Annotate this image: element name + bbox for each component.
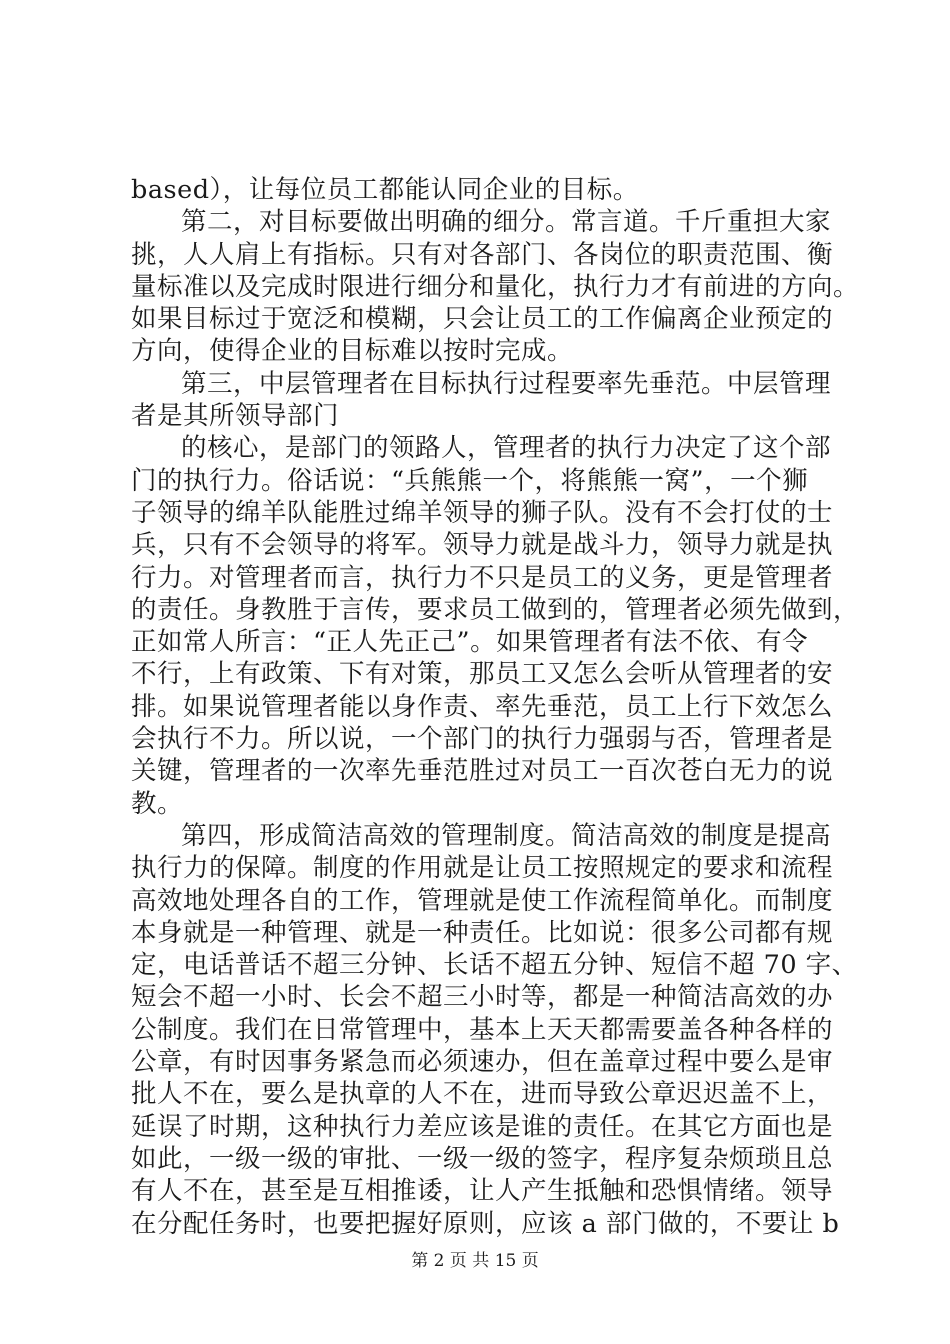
text-line: 方向，使得企业的目标难以按时完成。 (131, 336, 574, 367)
text-line: 会执行不力。所以说，一个部门的执行力强弱与否，管理者是 (131, 724, 834, 755)
text-line: 第二，对目标要做出明确的细分。常言道。千斤重担大家 (181, 207, 832, 238)
text-line: 公章，有时因事务紧急而必须速办，但在盖章过程中要么是审 (131, 1047, 834, 1078)
text-line: based），让每位员工都能认同企业的目标。 (131, 175, 639, 205)
text-line: 不行，上有政策、下有对策，那员工又怎么会听从管理者的安 (131, 659, 834, 690)
text-line: 教。 (131, 788, 184, 819)
text-line: 批人不在，要么是执章的人不在，进而导致公章迟迟盖不上， (131, 1079, 834, 1110)
text-line: 子领导的绵羊队能胜过绵羊领导的狮子队。没有不会打仗的士 (131, 497, 834, 528)
text-line: 者是其所领导部门 (131, 401, 340, 432)
text-line: 排。如果说管理者能以身作责、率先垂范，员工上行下效怎么 (131, 691, 834, 722)
text-line: 如果目标过于宽泛和模糊，只会让员工的工作偏离企业预定的 (131, 304, 834, 335)
text-line: 在分配任务时，也要把握好原则，应该 a 部门做的，不要让 b (131, 1208, 840, 1239)
text-line: 第四，形成简洁高效的管理制度。简洁高效的制度是提高 (181, 820, 832, 851)
text-line: 高效地处理各自的工作，管理就是使工作流程简单化。而制度 (131, 885, 834, 916)
text-line: 定，电话普话不超三分钟、长话不超五分钟、短信不超 70 字、 (131, 950, 858, 981)
text-line: 的责任。身教胜于言传，要求员工做到的，管理者必须先做到， (131, 594, 860, 625)
text-line: 如此，一级一级的审批、一级一级的签字，程序复杂烦琐且总 (131, 1143, 834, 1174)
text-line: 兵，只有不会领导的将军。领导力就是战斗力，领导力就是执 (131, 530, 834, 561)
text-line: 行力。对管理者而言，执行力不只是员工的义务，更是管理者 (131, 562, 834, 593)
text-line: 正如常人所言：“正人先正己”。如果管理者有法不依、有令 (131, 627, 809, 658)
text-line: 短会不超一小时、长会不超三小时等，都是一种简洁高效的办 (131, 982, 834, 1013)
text-line: 执行力的保障。制度的作用就是让员工按照规定的要求和流程 (131, 853, 834, 884)
text-line: 关键，管理者的一次率先垂范胜过对员工一百次苍白无力的说 (131, 756, 834, 787)
text-line: 有人不在，甚至是互相推诿，让人产生抵触和恐惧情绪。领导 (131, 1176, 834, 1207)
text-line: 量标准以及完成时限进行细分和量化，执行力才有前进的方向。 (131, 271, 860, 302)
page-number-footer: 第 2 页 共 15 页 (411, 1251, 539, 1271)
text-line: 第三，中层管理者在目标执行过程要率先垂范。中层管理 (181, 368, 832, 399)
text-line: 本身就是一种管理、就是一种责任。比如说：很多公司都有规 (131, 917, 834, 948)
text-line: 公制度。我们在日常管理中，基本上天天都需要盖各种各样的 (131, 1014, 834, 1045)
text-line: 的核心，是部门的领路人，管理者的执行力决定了这个部 (181, 433, 832, 464)
text-line: 延误了时期，这种执行力差应该是谁的责任。在其它方面也是 (131, 1111, 834, 1142)
text-line: 门的执行力。俗话说：“兵熊熊一个，将熊熊一窝”，一个狮 (131, 465, 809, 496)
text-line: 挑，人人肩上有指标。只有对各部门、各岗位的职责范围、衡 (131, 239, 834, 270)
body-text (131, 174, 860, 1240)
